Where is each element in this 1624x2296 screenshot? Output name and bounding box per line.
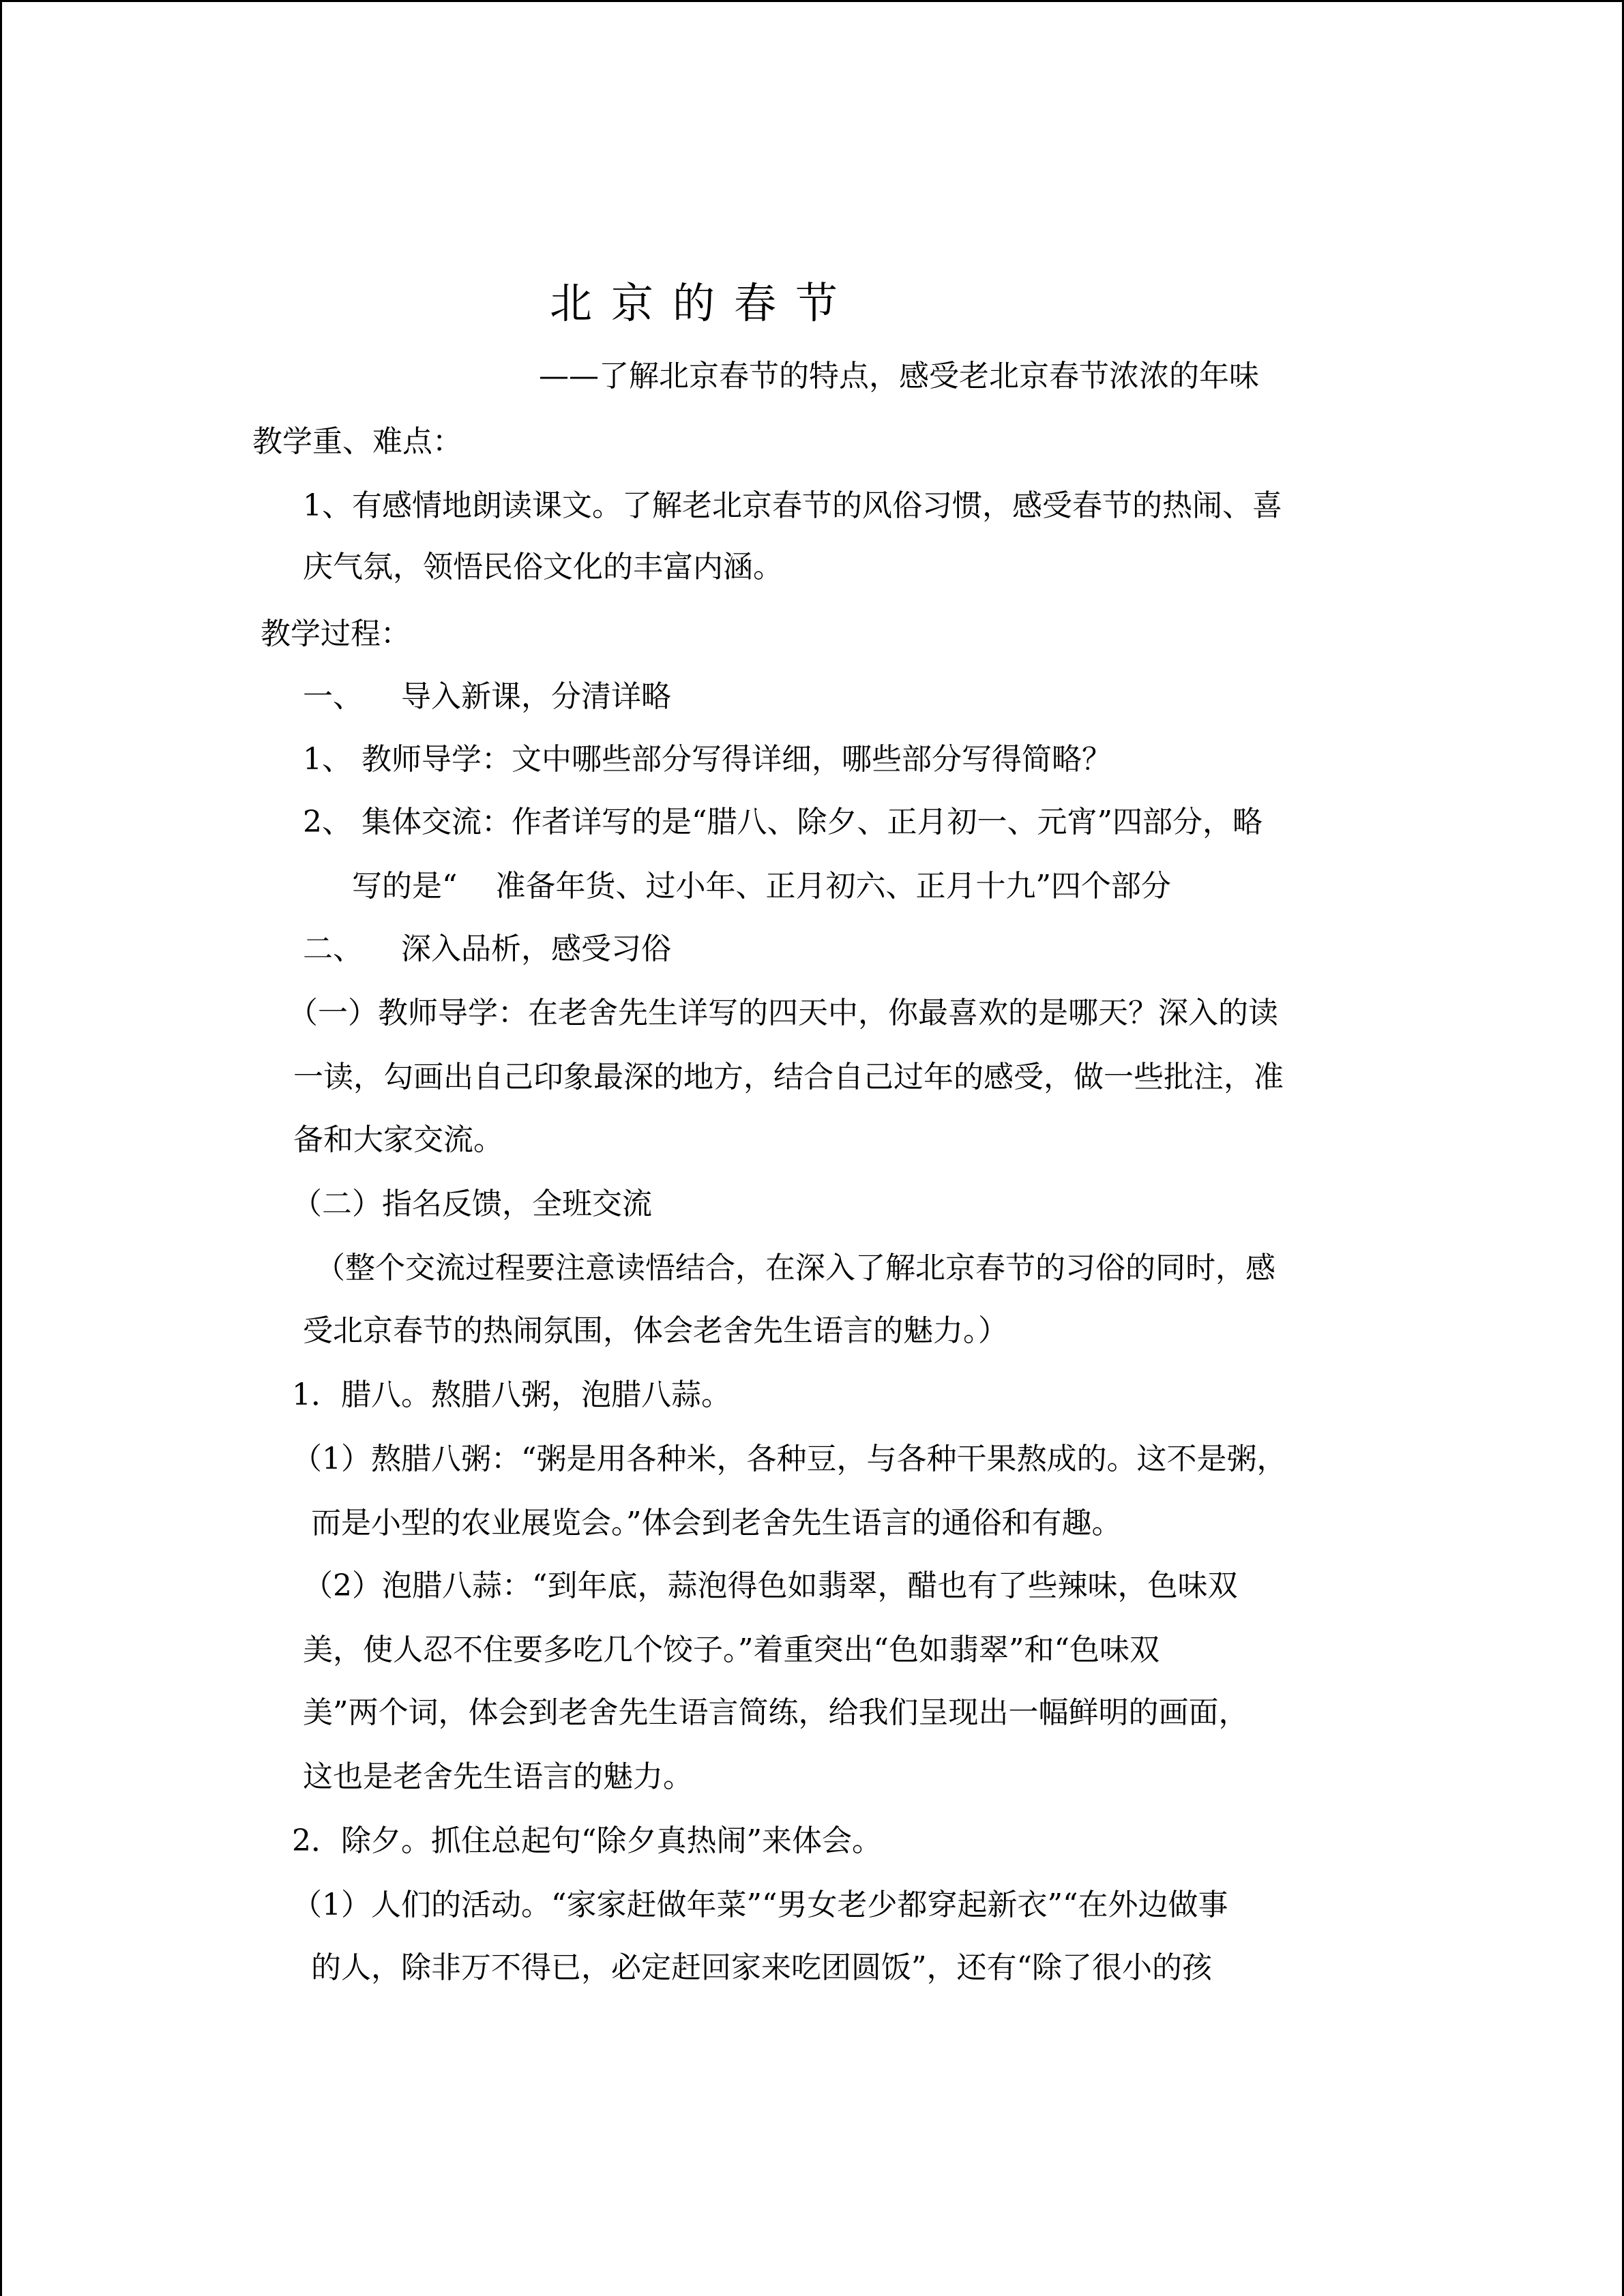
- paragraph-line: 这也是老舍先生语言的魅力。: [303, 1759, 693, 1794]
- paragraph-line: （二）指名反馈，全班交流: [292, 1187, 652, 1221]
- paragraph-line: （一）教师导学：在老舍先生详写的四天中，你最喜欢的是哪天？深入的读: [288, 996, 1278, 1030]
- paragraph-line: （2）泡腊八蒜：“到年底，蒜泡得色如翡翠，醋也有了些辣味，色味双: [303, 1568, 1238, 1603]
- subsection-heading: 二、 深入品析，感受习俗: [303, 931, 671, 966]
- document-subtitle: ——了解北京春节的特点，感受老北京春节浓浓的年味: [539, 359, 1259, 393]
- list-item: 1．腊八。熬腊八粥，泡腊八蒜。: [292, 1377, 731, 1412]
- section-heading: 教学过程：: [261, 616, 411, 651]
- paragraph-line: （1）熬腊八粥：“粥是用各种米，各种豆，与各种干果熬成的。这不是粥，: [292, 1442, 1287, 1476]
- paragraph-line: 而是小型的农业展览会。”体会到老舍先生语言的通俗和有趣。: [311, 1506, 1122, 1540]
- paragraph-line: 1、有感情地朗读课文。了解老北京春节的风俗习惯，感受春节的热闹、喜: [303, 488, 1282, 523]
- list-item: 2、 集体交流：作者详写的是“腊八、除夕、正月初一、元宵”四部分，略: [303, 805, 1263, 839]
- paragraph-line: 写的是“ 准备年货、过小年、正月初六、正月十九”四个部分: [352, 869, 1171, 904]
- list-item: 2．除夕。抓住总起句“除夕真热闹”来体会。: [292, 1823, 882, 1858]
- paragraph-line: 备和大家交流。: [293, 1122, 503, 1157]
- paragraph-line: （1）人们的活动。“家家赶做年菜”“男女老少都穿起新衣”“在外边做事: [292, 1888, 1228, 1922]
- paragraph-line: 受北京春节的热闹氛围，体会老舍先生语言的魅力。）: [303, 1313, 1008, 1348]
- paragraph-line: （整个交流过程要注意读悟结合，在深入了解北京春节的习俗的同时，感: [315, 1251, 1275, 1285]
- paragraph-line: 的人，除非万不得已，必定赶回家来吃团圆饭”，还有“除了很小的孩: [311, 1950, 1212, 1985]
- paragraph-line: 美，使人忍不住要多吃几个饺子。”着重突出“色如翡翠”和“色味双: [303, 1632, 1160, 1667]
- subsection-heading: 一、 导入新课，分清详略: [303, 679, 671, 714]
- paragraph-line: 庆气氛，领悟民俗文化的丰富内涵。: [303, 550, 783, 584]
- document-title: 北京的春节: [550, 278, 857, 328]
- paragraph-line: 美”两个词，体会到老舍先生语言简练，给我们呈现出一幅鲜明的画面，: [303, 1695, 1249, 1730]
- section-heading: 教学重、难点：: [252, 424, 462, 459]
- list-item: 1、 教师导学：文中哪些部分写得详细，哪些部分写得简略？: [303, 742, 1112, 777]
- paragraph-line: 一读，勾画出自己印象最深的地方，结合自己过年的感受，做一些批注，准: [293, 1060, 1284, 1094]
